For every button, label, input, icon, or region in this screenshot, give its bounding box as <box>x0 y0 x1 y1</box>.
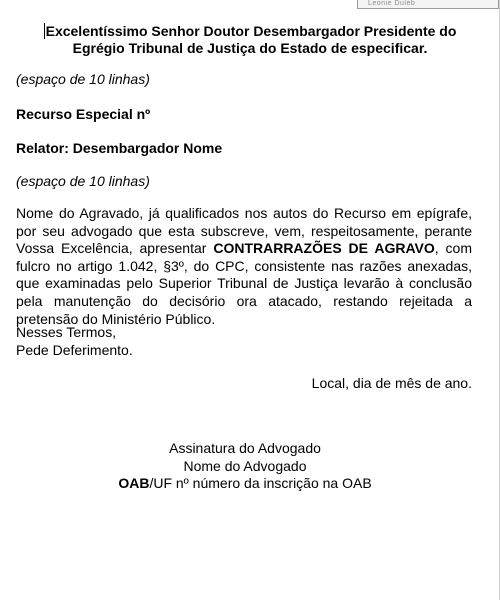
paragraph-emphasis: CONTRARRAZÕES DE AGRAVO <box>213 240 435 257</box>
date-line: Local, dia de mês de ano. <box>311 375 472 391</box>
corner-widget: Leonie Duleb <box>357 0 499 9</box>
text-cursor <box>44 23 45 39</box>
recurso-label: Recurso Especial nº <box>16 106 151 122</box>
main-paragraph <box>16 205 472 328</box>
paragraph-part-1: Nome do Agravado, já qualificados nos autos do Recurso em epígrafe, por seu advogado que esta subscreve, vem, respeitosamente, perante Vossa Excelência, apresentar <box>16 205 472 257</box>
oab-line <box>100 475 390 493</box>
signature-block <box>100 440 390 493</box>
document-header <box>24 23 476 57</box>
closing-line-1: Nesses Termos, <box>16 324 117 340</box>
signature-line: Assinatura do Advogado <box>169 440 321 456</box>
closing-block <box>16 323 133 359</box>
paragraph-part-2: , com fulcro no artigo 1.042, §3º, do CPC, consistente nas razões anexadas, que examinadas pelo Superior Tribunal de Justiça levarão à conclusão pela manutenção do decisório ora atacado, restando rejeitada a pretensão do Ministério Público. <box>16 240 473 327</box>
oab-label: OAB <box>118 475 150 491</box>
oab-number: /UF nº número da inscrição na OAB <box>149 475 372 491</box>
lawyer-name: Nome do Advogado <box>183 457 307 474</box>
header-text: Excelentíssimo Senhor Doutor Desembargador Presidente do Egrégio Tribunal de Justiça do Estado de especificar. <box>45 23 457 56</box>
spacing-note-1: (espaço de 10 linhas) <box>16 71 150 87</box>
relator-label: Relator: Desembargador Nome <box>16 140 223 156</box>
spacing-note-2: (espaço de 10 linhas) <box>16 173 150 189</box>
closing-line-2: Pede Deferimento. <box>16 342 133 358</box>
